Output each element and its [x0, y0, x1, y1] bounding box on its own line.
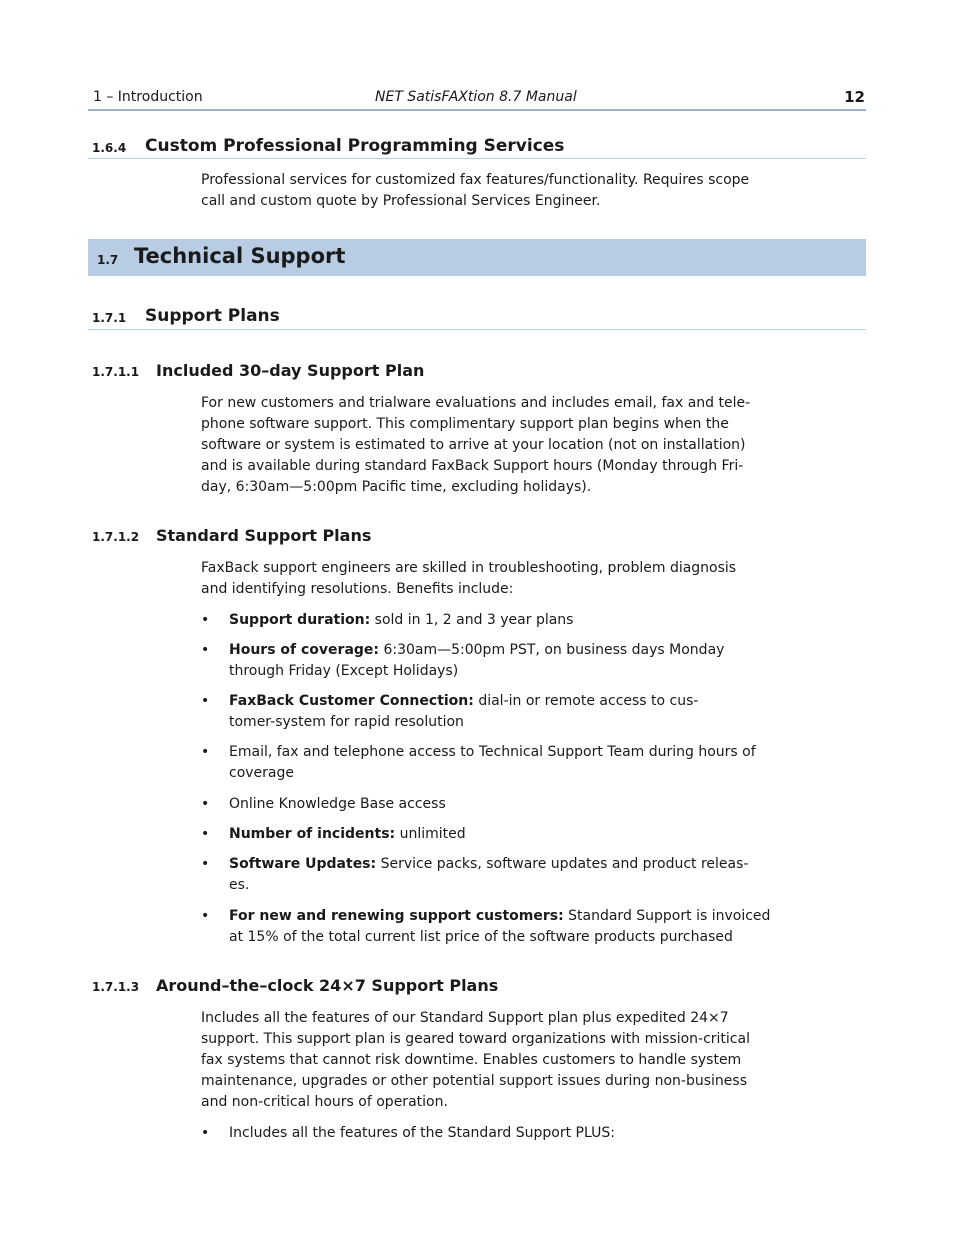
- list-item-line: Online Knowledge Base access: [229, 796, 446, 812]
- section-rule-1-6-4: [88, 158, 866, 159]
- bullet-icon: •: [201, 1125, 210, 1141]
- list-item-line: [229, 610, 573, 631]
- section-number-1-7-1-3: 1.7.1.3: [92, 980, 140, 994]
- list-item-label: Software Updates:: [229, 856, 377, 872]
- list-item-line: [229, 854, 748, 875]
- list-item-label: Hours of coverage:: [229, 642, 380, 658]
- bullet-icon: •: [201, 856, 210, 872]
- bullet-icon: •: [201, 908, 210, 924]
- paragraph-line: Includes all the features of our Standard Support plan plus expedited 24×7: [201, 1010, 729, 1026]
- section-number-1-7: 1.7: [97, 253, 119, 267]
- list-item-text: dial-in or remote access to cus-: [473, 693, 699, 709]
- section-title-1-7-1: Support Plans: [145, 306, 280, 326]
- paragraph-line: For new customers and trialware evaluations and includes email, fax and tele-: [201, 395, 751, 411]
- header-rule: [88, 109, 866, 111]
- paragraph-line: phone software support. This complimentary support plan begins when the: [201, 416, 729, 432]
- list-item-line: [229, 691, 698, 712]
- list-item-line: [229, 906, 770, 927]
- paragraph-line: and is available during standard FaxBack Support hours (Monday through Fri-: [201, 458, 744, 474]
- bullet-icon: •: [201, 744, 210, 760]
- list-item-label: Number of incidents:: [229, 826, 396, 842]
- section-title-1-6-4: Custom Professional Programming Services: [145, 136, 565, 156]
- list-item-line: [229, 640, 724, 661]
- list-item-text: Service packs, software updates and product releas-: [376, 856, 749, 872]
- paragraph-line: call and custom quote by Professional Services Engineer.: [201, 193, 601, 209]
- paragraph-1-7-1-2: [201, 558, 757, 600]
- list-item-text: unlimited: [395, 826, 466, 842]
- paragraph-line: software or system is estimated to arrive at your location (not on installation): [201, 437, 746, 453]
- paragraph-line: maintenance, upgrades or other potential support issues during non-business: [201, 1073, 747, 1089]
- list-item-line: at 15% of the total current list price of the software products purchased: [229, 929, 733, 945]
- section-number-1-7-1: 1.7.1: [92, 311, 127, 325]
- paragraph-line: and non-critical hours of operation.: [201, 1094, 448, 1110]
- list-item-text: sold in 1, 2 and 3 year plans: [370, 612, 574, 628]
- section-number-1-7-1-1: 1.7.1.1: [92, 365, 140, 379]
- bullet-icon: •: [201, 693, 210, 709]
- list-item-label: FaxBack Customer Connection:: [229, 693, 474, 709]
- paragraph-line: support. This support plan is geared toward organizations with mission-critical: [201, 1031, 750, 1047]
- bullet-icon: •: [201, 612, 210, 628]
- list-item-line: through Friday (Except Holidays): [229, 663, 459, 679]
- list-item-line: tomer-system for rapid resolution: [229, 714, 464, 730]
- bullet-icon: •: [201, 826, 210, 842]
- list-item-text: 6:30am—5:00pm PST, on business days Monday: [379, 642, 725, 658]
- paragraph-line: Professional services for customized fax features/functionality. Requires scope: [201, 172, 750, 188]
- paragraph-1-7-1-1: [201, 393, 757, 498]
- list-item-line: Email, fax and telephone access to Technical Support Team during hours of: [229, 744, 756, 760]
- paragraph-line: fax systems that cannot risk downtime. Enables customers to handle system: [201, 1052, 742, 1068]
- paragraph-line: FaxBack support engineers are skilled in troubleshooting, problem diagnosis: [201, 560, 737, 576]
- running-header-manual-title: NET SatisFAXtion 8.7 Manual: [375, 89, 577, 105]
- section-rule-1-7-1: [88, 329, 866, 330]
- section-title-1-7-1-1: Included 30–day Support Plan: [156, 361, 425, 380]
- list-item-label: Support duration:: [229, 612, 371, 628]
- list-item-label: For new and renewing support customers:: [229, 908, 564, 924]
- bullet-icon: •: [201, 796, 210, 812]
- section-title-1-7-1-2: Standard Support Plans: [156, 526, 372, 545]
- paragraph-line: day, 6:30am—5:00pm Pacific time, excluding holidays).: [201, 479, 592, 495]
- list-item-text: Standard Support is invoiced: [563, 908, 771, 924]
- section-number-1-7-1-2: 1.7.1.2: [92, 530, 140, 544]
- page-number: 12: [844, 88, 865, 106]
- list-item-line: coverage: [229, 765, 294, 781]
- section-number-1-6-4: 1.6.4: [92, 141, 127, 155]
- list-item-line: [229, 824, 466, 845]
- list-item-line: es.: [229, 877, 250, 893]
- section-title-1-7: Technical Support: [134, 244, 346, 268]
- paragraph-line: and identifying resolutions. Benefits include:: [201, 581, 514, 597]
- running-header-chapter: 1 – Introduction: [93, 89, 203, 105]
- section-title-1-7-1-3: Around–the–clock 24×7 Support Plans: [156, 976, 499, 995]
- paragraph-1-7-1-3: [201, 1008, 757, 1113]
- paragraph-1-6-4: [201, 170, 757, 212]
- bullet-icon: •: [201, 642, 210, 658]
- list-item-line: Includes all the features of the Standard Support PLUS:: [229, 1125, 615, 1141]
